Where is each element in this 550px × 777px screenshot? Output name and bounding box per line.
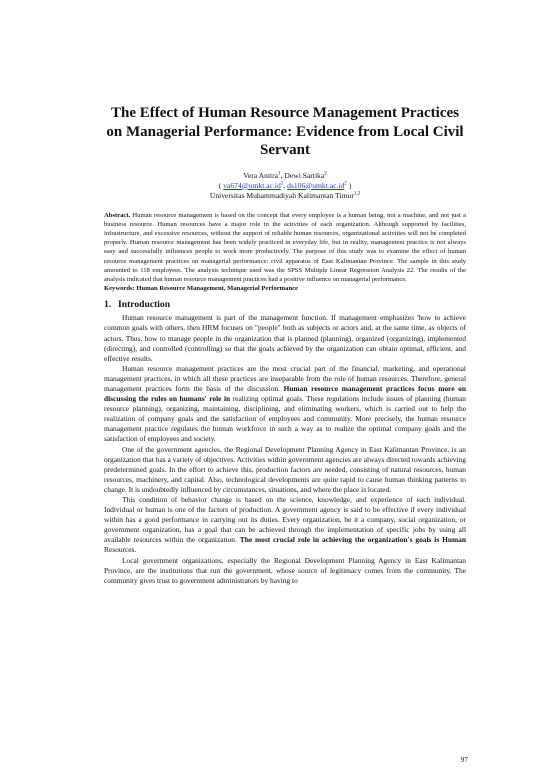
paragraph-4-bold: The most crucial role in achieving the organization's goals is Human	[239, 535, 466, 545]
author-affiliation	[104, 191, 466, 201]
paragraph-3: One of the government agencies, the Regional Development Planning Agency in East Kalimantan Province, is an organization that has a variety of objectives. Activities within government agencies are always directed towards achieving predetermined goals. In the effort to achieve this, production factors are needed, consisting of natural resources, human resources, machinery, and capital. Also, technological developments are quite rapid to cause human thinking patterns to change. It is undoubtedly influenced by circumstances, situations, and where the place is located.	[104, 444, 466, 494]
abstract	[104, 211, 466, 285]
paragraph-2-text-a: Human resource management practices are the most crucial part of the financial, marketing, and operational management practices, in which all these practices are inseparable from the role of human resources. Therefore, general management practices form the basis of the discussion.	[104, 363, 466, 393]
email-open-paren: (	[218, 180, 224, 190]
section-heading	[104, 299, 466, 310]
keywords: Keywords: Human Resource Management, Managerial Performance	[104, 285, 298, 293]
author-separator: ,	[280, 170, 285, 180]
email-link-2[interactable]: ds106@umkt.ac.id	[287, 180, 345, 190]
paragraph-5: Local government organizations, especially the Regional Development Planning Agency in East Kalimantan Province, are the institutions that run the government, whose source of legitimacy comes from the community. The community gives trust to government administrators by having to	[104, 555, 466, 585]
author-names	[104, 171, 466, 181]
paragraph-1: Human resource management is part of the management function. If management emphasizes 'how to achieve common goals with others, then HRM focuses on "people" both as subjects or actors and, at the same time, as objects of actors. Thus, how to manage people in the organization that is planned (planning), organized (organizing), implemented (directing), and controlled (controlling) so that the goals achieved by the organization can obtain optimal, efficient, and effective results.	[104, 313, 466, 363]
email-2-sup: 2	[344, 180, 347, 186]
email-separator: ,	[283, 180, 288, 190]
page-number: 97	[460, 755, 468, 764]
author-1-sup: 1	[278, 170, 281, 176]
author-emails	[104, 181, 466, 191]
author-2-sup: 2	[324, 170, 327, 176]
affiliation-text: Universitas Muhammadiyah Kalimantan Timur	[209, 190, 354, 200]
paper-title: The Effect of Human Resource Management Practices on Managerial Performance: Evidence from Local Civil Servant	[106, 105, 464, 158]
paragraph-2-text-c: realizing optimal goals. These regulations include issues of planning (human resource planning), organizing, maintaining, disciplining, and eliminating workers, which is carried out to help the realization of company goals and the satisfaction of employees and community. More precisely, the human resource management practice regulates the human workforce in such a way as to realize the optimal company goals and the satisfaction of employees and society.	[104, 394, 467, 444]
paragraph-4-text-a: This condition of behavior change is based on the science, knowledge, and experience of each individual. Individual or human is one of the factors of production. A government agency is said to be effective if every individual within has a good performance in carrying out its duties. Every organization, be it a company, social organization, or government organization, has a goal that can be achieved through the implementation of specific jobs by using all available resources within the organization.	[104, 495, 466, 545]
email-close-paren: )	[346, 180, 352, 190]
section-title: Introduction	[118, 299, 171, 311]
affiliation-sup: 1,2	[353, 190, 361, 196]
author-block	[104, 171, 466, 201]
paragraph-2	[104, 364, 466, 445]
paper-content	[104, 104, 466, 586]
abstract-text: Human resource management is based on the concept that every employee is a human being, not a machine, and not just a business resource. Human resources have a major role in the activities of each organization. Although supported by facilities, infrastructure, and excessive resources, without the support of reliable human resources, organizational activities will not be completed properly. Human resource management has been widely practiced in everyday life, but in reality, management practice is not always easy and successfully influences people to work more productively. The purpose of this study was to examine the effect of human resource management practices on managerial performance: civil apparatus of East Kalimantan Province. The sample in this study amounted to 118 employees. The analysis technique used was the SPSS Multiple Linear Regression Analysis 22. The results of the analysis indicated that human resource management practices had a positive influence on managerial performance.	[104, 211, 466, 283]
paragraph-2-bold: Human resource management practices focus more on discussing the rules on humans' role in	[104, 383, 466, 404]
abstract-label: Abstract.	[104, 211, 131, 219]
email-1-sup: 1	[280, 180, 284, 186]
email-link-1[interactable]: va674@umkt.ac.id	[223, 180, 281, 190]
section-number: 1.	[104, 299, 112, 311]
author-1: Vera Anitra	[243, 170, 279, 180]
paragraph-4	[104, 495, 466, 556]
paragraph-4-text-c: Resources.	[104, 545, 137, 555]
author-2: Dewi Sartika	[284, 170, 325, 180]
